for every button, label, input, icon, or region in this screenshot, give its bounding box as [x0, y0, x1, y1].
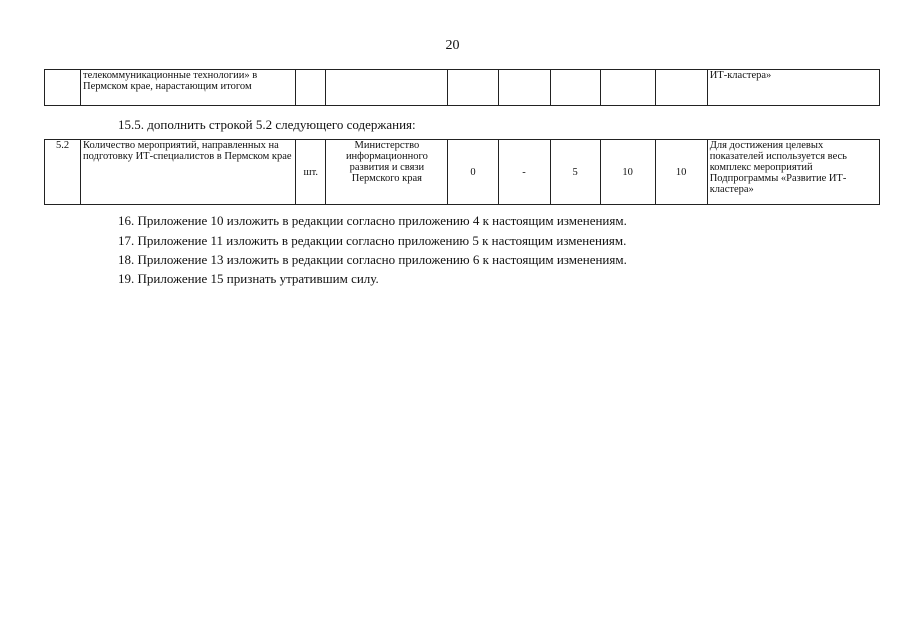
table-cell: телекоммуникационные технологии» в Пермском крае, нарастающим итогом [81, 70, 296, 106]
list-item: 19. Приложение 15 признать утратившим силу. [118, 271, 379, 286]
value-cell: 10 [600, 140, 655, 205]
value-cell: - [498, 140, 550, 205]
table-cell: ИТ-кластера» [707, 70, 879, 106]
table-cell [326, 70, 448, 106]
table-row [45, 70, 880, 106]
indicator-name: Количество мероприятий, направленных на подготовку ИТ-специалистов в Пермском крае [81, 140, 296, 205]
continued-table [44, 69, 880, 106]
row-number: 5.2 [45, 140, 81, 205]
unit-cell: шт. [296, 140, 326, 205]
responsible-org: Министерство информационного развития и связи Пермского края [326, 140, 448, 205]
note-cell: Для достижения целевых показателей используется весь комплекс мероприятий Подпрограммы «Развитие ИТ-кластера» [707, 140, 879, 205]
intro-line: 15.5. дополнить строкой 5.2 следующего содержания: [118, 117, 416, 132]
list-item: 17. Приложение 11 изложить в редакции согласно приложению 5 к настоящим изменениям. [118, 233, 627, 248]
table-row [45, 140, 880, 205]
value-cell: 10 [655, 140, 707, 205]
table-cell [550, 70, 600, 106]
value-cell: 0 [448, 140, 498, 205]
table-cell [45, 70, 81, 106]
table-cell [655, 70, 707, 106]
value-cell: 5 [550, 140, 600, 205]
table-cell [296, 70, 326, 106]
table-cell [498, 70, 550, 106]
list-item: 16. Приложение 10 изложить в редакции согласно приложению 4 к настоящим изменениям. [118, 213, 627, 228]
new-row-table [44, 139, 880, 205]
table-cell [448, 70, 498, 106]
table-cell [600, 70, 655, 106]
list-item: 18. Приложение 13 изложить в редакции согласно приложению 6 к настоящим изменениям. [118, 252, 627, 267]
page-number: 20 [445, 38, 460, 53]
